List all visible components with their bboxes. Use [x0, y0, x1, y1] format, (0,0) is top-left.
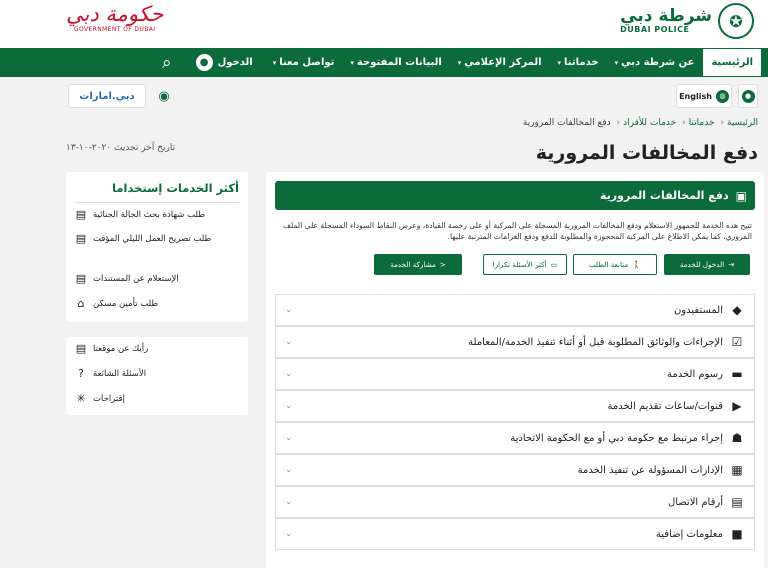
police-emblem-icon: ✪ [718, 3, 754, 39]
user-icon: ● [196, 54, 213, 71]
service-title-bar [275, 181, 755, 210]
accordion-service-fees[interactable]: ▬ رسوم الخدمة ⌄ [275, 358, 755, 390]
chevron-down-icon: ⌄ [285, 305, 293, 315]
breadcrumb-current: دفع المخالفات المرورية [522, 118, 611, 128]
accordion-channels-hours[interactable]: ▶ قنوات/ساعات تقديم الخدمة ⌄ [275, 390, 755, 422]
language-label: English [679, 91, 712, 101]
accordion-procedures-documents[interactable]: ☑ الإجراءات والوثائق المطلوبة قبل أو أثناء تنفيذ الخدمة/المعاملة ⌄ [275, 326, 755, 358]
page-title: دفع المخالفات المرورية [535, 142, 758, 164]
service-title: دفع المخالفات المرورية [599, 189, 729, 202]
chevron-down-icon: ▾ [557, 58, 562, 67]
nav-item-open-data[interactable]: البيانات المفتوحة ▾ [350, 57, 442, 68]
square-icon: ■ [731, 527, 743, 541]
breadcrumb-home[interactable]: الرئيسية [727, 118, 758, 128]
police-hat-icon: ☗ [731, 431, 743, 445]
document-icon: ▤ [75, 232, 87, 245]
dubai-police-logo[interactable] [620, 3, 754, 39]
accessibility-toggle[interactable] [738, 84, 758, 108]
chevron-down-icon: ▾ [350, 58, 354, 67]
checkbox-icon: ☑ [731, 335, 743, 349]
sidebar-item-documents-inquiry[interactable]: ▤ الإستعلام عن المستندات [75, 272, 179, 285]
breadcrumb-individual-services[interactable]: خدمات للأفراد [623, 118, 677, 128]
building-icon: ▦ [731, 463, 743, 477]
nav-item-media-center[interactable]: المركز الإعلامي ▾ [457, 57, 542, 68]
dubai-emirates-logo[interactable]: دبي.امارات [68, 84, 146, 108]
chevron-down-icon: ⌄ [285, 497, 293, 507]
sidebar-item-criminal-status[interactable]: ▤ طلب شهادة بحث الحالة الجنائية [75, 208, 206, 221]
divider [75, 202, 239, 203]
sidebar-item-faq[interactable]: ? الأسئلة الشائعة [75, 368, 239, 382]
nav-item-about[interactable]: عن شرطة دبي ▾ [614, 57, 695, 68]
share-service-button[interactable]: < مشاركة الخدمة [374, 254, 462, 275]
document-icon: ▤ [75, 208, 87, 221]
most-used-title: أكثر الخدمات إستخداما [112, 181, 239, 195]
last-updated: تاريخ آخر تحديث ٢٠٢٠-١٠-١٣ [66, 143, 176, 153]
government-of-dubai-logo[interactable] [66, 4, 163, 33]
feedback-links-panel [66, 337, 248, 415]
top-header [0, 0, 768, 48]
chevron-down-icon: ⌄ [285, 433, 293, 443]
survey-icon: ▤ [75, 342, 87, 355]
main-nav [0, 48, 768, 77]
faq-icon: ▭ [550, 260, 558, 269]
chevron-down-icon: ⌄ [285, 401, 293, 411]
video-camera-icon: ▶ [732, 399, 742, 413]
breadcrumb: الرئيسية‹ خدماتنا‹ خدمات للأفراد‹ دفع المخالفات المرورية [522, 118, 758, 128]
police-logo-english: DUBAI POLICE [620, 24, 690, 34]
contact-card-icon: ▤ [731, 495, 743, 509]
accordion-linked-procedure[interactable]: ☗ إجراء مرتبط مع حكومة دبي أو مع الحكومة الاتحادية ⌄ [275, 422, 755, 454]
accordion-beneficiaries[interactable]: ◆ المستفيدون ⌄ [275, 294, 755, 326]
chevron-down-icon: ⌄ [285, 529, 293, 539]
walking-icon: 🚶 [632, 260, 642, 269]
nav-item-services[interactable]: خدماتنا ▾ [557, 57, 599, 68]
login-button[interactable] [188, 54, 261, 71]
lightbulb-icon: ✳ [76, 392, 86, 405]
nav-item-home[interactable]: الرئيسية [702, 48, 762, 77]
service-card [266, 172, 764, 568]
eye-icon[interactable]: ◉ [158, 88, 170, 104]
car-payment-icon: ▣ [735, 188, 747, 203]
sidebar-item-home-security[interactable]: ⌂ طلب تأمين مسكن [75, 298, 239, 312]
gov-logo-arabic: حكومة دبي [66, 2, 164, 26]
accessibility-icon: ● [742, 90, 755, 103]
accordion-additional-info[interactable]: ■ معلومات إضافية ⌄ [275, 518, 755, 550]
chevron-down-icon: ▾ [457, 58, 462, 67]
sidebar-item-suggestions[interactable]: ✳ إقتراحات [76, 392, 125, 405]
login-label: الدخول [217, 57, 253, 68]
search-icon[interactable]: ⌕ [162, 52, 172, 73]
home-icon: ⌂ [77, 297, 85, 310]
most-used-services-panel [66, 172, 248, 322]
police-logo-arabic: شرطة دبي [620, 5, 712, 26]
accordion-contact-numbers[interactable]: ▤ أرقام الاتصال ⌄ [275, 486, 755, 518]
gov-logo-english: GOVERNMENT OF DUBAI [73, 26, 156, 33]
accordion-responsible-departments[interactable]: ▦ الإدارات المسؤولة عن تنفيذ الخدمة ⌄ [275, 454, 755, 486]
chevron-down-icon: ⌄ [285, 465, 293, 475]
share-icon: < [439, 260, 446, 269]
faq-button[interactable]: ▭ أكثر الأسئلة تكرارا [483, 254, 567, 275]
chevron-down-icon: ⌄ [285, 337, 293, 347]
question-icon: ? [78, 367, 84, 380]
login-arrow-icon: ⇥ [728, 260, 735, 269]
chevron-down-icon: ▾ [614, 58, 619, 67]
document-icon: ▤ [75, 272, 87, 285]
track-request-button[interactable]: 🚶 متابعة الطلب [573, 254, 657, 275]
credit-card-icon: ▬ [731, 367, 743, 381]
sidebar-item-night-work-permit[interactable]: ▤ طلب تصريح العمل الليلي المؤقت [75, 232, 212, 245]
sidebar-item-feedback[interactable]: ▤ رأيك عن موقعنا [75, 342, 149, 355]
service-description: تتيح هذه الخدمة للجمهور الاستعلام ودفع المخالفات المرورية المسجلة على المركبة أو على رخصة القيادة، وعرض النقاط السوداء المسجلة على الملف المروري، كما يمكن الاطلاع على المركبة المحجوزة والمطلوبة للدفع ودفع الغرامات المترتبة عليها. [283, 221, 752, 242]
tag-icon: ◆ [732, 303, 742, 317]
breadcrumb-services[interactable]: خدماتنا [688, 118, 715, 128]
globe-icon: ◍ [716, 90, 729, 103]
chevron-down-icon: ⌄ [285, 369, 293, 379]
language-switch[interactable] [676, 84, 732, 108]
service-login-button[interactable]: ⇥ الدخول للخدمة [664, 254, 750, 275]
nav-item-contact[interactable]: تواصل معنا ▾ [272, 57, 335, 68]
chevron-down-icon: ▾ [272, 58, 277, 67]
